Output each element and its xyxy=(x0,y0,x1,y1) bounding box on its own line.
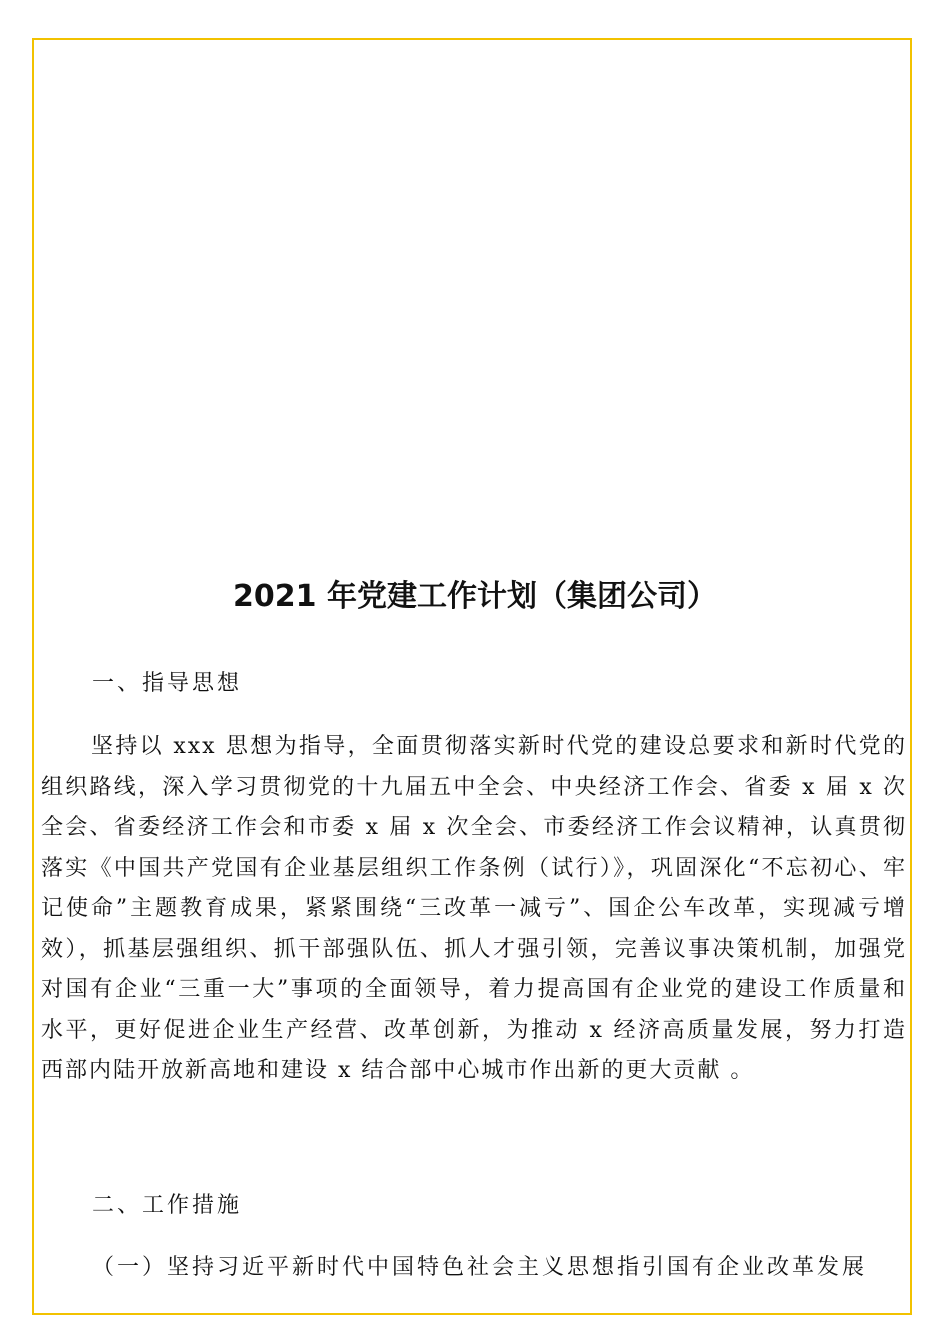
section-heading-guiding-ideology: 一、指导思想 xyxy=(92,671,243,696)
guiding-ideology-paragraph: 坚持以 xxx 思想为指导，全面贯彻落实新时代党的建设总要求和新时代党的组织路线，深入学习贯彻党的十九届五中全会、中央经济工作会、省委 x 届 x 次全会、省委经济工作会和市委 x 届 x 次全会、市委经济工作会议精神，认真贯彻落实《中国共产党国有企业基层组织工作条例（试行）》，巩固深化“不忘初心、牢记使命”主题教育成果，紧紧围绕“三改革一减亏”、国企公车改革，实现减亏增效），抓基层强组织、抓干部强队伍、抓人才强引领，完善议事决策机制，加强党对国有企业“三重一大”事项的全面领导，着力提高国有企业党的建设工作质量和水平，更好促进企业生产经营、改革创新，为推动 x 经济高质量发展，努力打造西部内陆开放新高地和建设 x 结合部中心城市作出新的更大贡献 。 xyxy=(41,734,907,1083)
document-title: 2021 年党建工作计划（集团公司） xyxy=(233,579,717,614)
subsection-heading-1: （一）坚持习近平新时代中国特色社会主义思想指引国有企业改革发展 xyxy=(92,1255,868,1280)
section-heading-work-measures: 二、工作措施 xyxy=(92,1193,243,1218)
